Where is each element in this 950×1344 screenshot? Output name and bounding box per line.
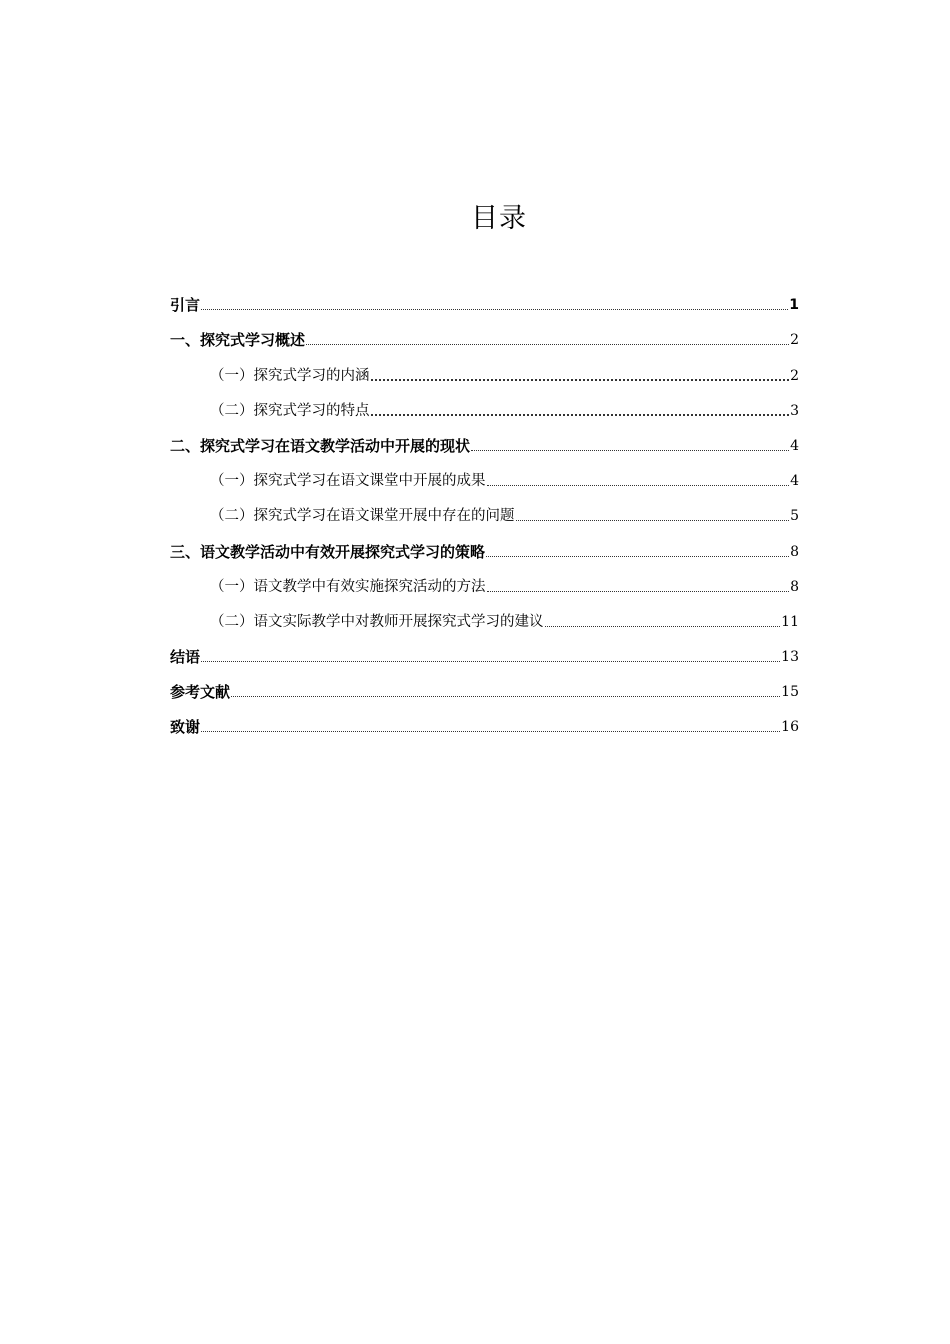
dot-leader <box>201 309 788 310</box>
dot-leader <box>371 414 790 416</box>
toc-page-number: 8 <box>790 578 799 595</box>
dot-leader <box>545 626 781 627</box>
toc-title: 目录 <box>471 203 527 234</box>
toc-entry-text: （一）探究式学习的内涵 <box>210 367 370 384</box>
toc-entry[interactable] <box>170 562 799 597</box>
dot-leader <box>201 731 780 732</box>
toc-entry[interactable] <box>170 526 799 561</box>
toc-entry-text: 引言 <box>170 296 201 315</box>
toc-page-number: 11 <box>781 613 799 630</box>
toc-entry-text: （二）探究式学习在语文课堂开展中存在的问题 <box>210 508 515 525</box>
toc-entry[interactable] <box>170 386 799 421</box>
dot-leader <box>471 450 789 451</box>
dot-leader <box>487 485 790 486</box>
toc-entry[interactable] <box>170 315 799 350</box>
toc-entry-text: （二）探究式学习的特点 <box>210 402 370 419</box>
toc-page-number: 16 <box>781 719 799 736</box>
toc-entry[interactable] <box>170 280 799 315</box>
toc-page-number: 15 <box>781 684 799 701</box>
dot-leader <box>306 344 789 345</box>
table-of-contents <box>170 280 799 737</box>
toc-entry[interactable] <box>170 491 799 526</box>
toc-entry-text: 三、语文教学活动中有效开展探究式学习的策略 <box>170 542 486 561</box>
toc-page-number: 2 <box>790 332 799 349</box>
toc-entry-text: 致谢 <box>170 718 201 737</box>
toc-page-number: 1 <box>789 297 799 314</box>
toc-page-number: 3 <box>790 402 799 419</box>
toc-entry-text: 结语 <box>170 648 201 667</box>
toc-entry-text: （二）语文实际教学中对教师开展探究式学习的建议 <box>210 613 544 630</box>
dot-leader <box>201 661 780 662</box>
toc-page-number: 4 <box>790 473 799 490</box>
toc-entry[interactable] <box>170 350 799 385</box>
toc-entry-text: 参考文献 <box>170 683 231 702</box>
toc-entry-text: 一、探究式学习概述 <box>170 331 306 350</box>
toc-entry[interactable] <box>170 632 799 667</box>
toc-page-number: 13 <box>781 649 799 666</box>
dot-leader <box>486 556 789 557</box>
toc-entry[interactable] <box>170 597 799 632</box>
toc-page-number: 5 <box>790 508 799 525</box>
toc-entry-text: （一）语文教学中有效实施探究活动的方法 <box>210 578 486 595</box>
toc-entry[interactable] <box>170 421 799 456</box>
dot-leader <box>487 591 790 592</box>
toc-entry[interactable] <box>170 702 799 737</box>
toc-entry[interactable] <box>170 456 799 491</box>
toc-page-number: 8 <box>790 543 799 560</box>
toc-entry-text: （一）探究式学习在语文课堂中开展的成果 <box>210 473 486 490</box>
toc-page-number: 2 <box>790 367 799 384</box>
toc-entry-text: 二、探究式学习在语文教学活动中开展的现状 <box>170 436 471 455</box>
toc-page-number: 4 <box>790 437 799 454</box>
dot-leader <box>516 520 790 521</box>
toc-entry[interactable] <box>170 667 799 702</box>
dot-leader <box>231 696 780 697</box>
dot-leader <box>371 379 790 381</box>
